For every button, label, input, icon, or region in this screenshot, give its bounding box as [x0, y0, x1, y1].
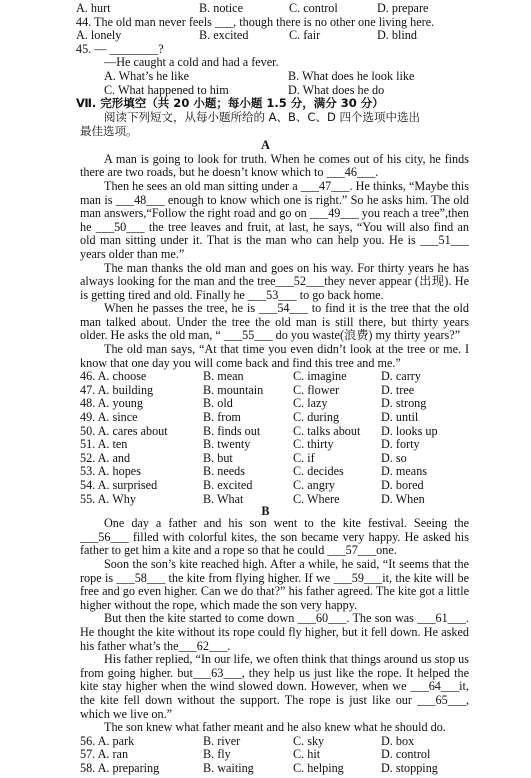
exam-page — [0, 2, 531, 775]
passage-paragraph: The man thanks the old man and goes on his way. For thirty years he has always looking for the man and the tree___52___they never appear (出现). He is getting tired and old. Finally he ___53___ to go back home. — [80, 260, 469, 302]
passage-paragraph: One day a father and his son went to the kite festival. Seeing the ___56___ filled with colorful kites, the son became very happy. He asked his father to get him a kite and a rope so that he could ___57___one. — [80, 516, 469, 558]
option: D. control — [381, 747, 431, 762]
options-row-44 — [0, 29, 531, 43]
option: D. blind — [377, 28, 417, 43]
option: D. forty — [381, 437, 420, 452]
question-44-stem: 44. The old man never feels ___, though there is no other one living here. — [76, 14, 435, 29]
options-row-45b — [0, 84, 531, 98]
option: C. during — [293, 410, 340, 425]
option: B. needs — [203, 464, 245, 479]
options-row — [80, 411, 531, 425]
option: B. What does he look like — [288, 68, 415, 83]
option: D. What does he do — [288, 82, 385, 97]
options-row — [80, 465, 531, 479]
options-row-45a — [0, 70, 531, 84]
options-row — [80, 748, 531, 762]
option: D. carry — [381, 369, 421, 384]
option: 47. A. building — [80, 382, 154, 397]
option: C. lazy — [293, 396, 328, 411]
option: D. prepare — [377, 1, 429, 15]
options-row — [80, 452, 531, 466]
option: D. means — [381, 464, 428, 479]
option: B. but — [203, 450, 233, 465]
option: D. box — [381, 733, 415, 748]
option: C. talks about — [293, 423, 361, 438]
question-45-reply: —He caught a cold and had a fever. — [104, 55, 279, 70]
options-row-43 — [0, 2, 531, 16]
option: A. lonely — [76, 28, 122, 43]
option: 52. A. and — [80, 450, 131, 465]
option: B. finds out — [203, 423, 261, 438]
options-row — [80, 384, 531, 398]
option: C. helping — [293, 760, 344, 775]
option: D. strong — [381, 396, 427, 411]
option: D. so — [381, 450, 407, 465]
option: C. Where — [293, 491, 340, 506]
option: D. When — [381, 491, 425, 506]
option: 58. A. preparing — [80, 760, 160, 775]
options-row — [80, 438, 531, 452]
option: A. hurt — [76, 1, 111, 15]
option: C. decides — [293, 464, 344, 479]
options-row — [80, 370, 531, 384]
option: C. angry — [293, 478, 335, 492]
options-row — [80, 425, 531, 439]
passage-a — [0, 153, 531, 371]
option: C. if — [293, 450, 315, 465]
passage-paragraph: Then he sees an old man sitting under a ___47___. He thinks, “Maybe this man is ___48___ enough to know which one is right.” So he asks him. The old man answers,“Follow the right road and go on ___49___ you reach a tree”,then he ___50___ the tree leaves and fruit, at last, he says, “You will also find an old man sitting under it. That is the man who can help you. He is ___51___ years older than me.” — [80, 178, 469, 261]
option: B. excited — [199, 28, 249, 43]
option: 56. A. park — [80, 733, 135, 748]
option: 55. A. Why — [80, 491, 136, 506]
option: B. excited — [203, 478, 253, 492]
option: C. imagine — [293, 369, 347, 384]
option: B. mean — [203, 369, 244, 384]
option: B. river — [203, 733, 241, 748]
option: C. thirty — [293, 437, 334, 452]
passage-paragraph: When he passes the tree, he is ___54___ to find it is the tree that the old man talked about. Under the tree the old man is still there, but thirty years older. He asks the old man, “ ___55___ do you waste(浪费) my thirty years?” — [80, 301, 469, 343]
options-row — [80, 479, 531, 493]
option: 53. A. hopes — [80, 464, 141, 479]
option: C. hit — [293, 747, 321, 762]
option: 54. A. surprised — [80, 478, 158, 492]
option: D. tree — [381, 382, 415, 397]
section-instruction: 最佳选项。 — [80, 124, 138, 139]
passage-b-options — [0, 735, 531, 776]
passage-paragraph: His father replied, “In our life, we often think that things around us stop us from going higher. but___63___, they help us just like the rope. It helped the kite stay higher when the wind slowed down. However, when we ___64___it, the kite fell down without the support. The rope is just like our ___65___, which we live on.” — [80, 652, 469, 721]
option: 46. A. choose — [80, 369, 147, 384]
options-row — [80, 762, 531, 776]
passage-paragraph: A man is going to look for truth. When he comes out of his city, he finds there are two roads, but he doesn’t know which to ___46___. — [80, 151, 469, 180]
option: C. fair — [289, 28, 321, 43]
passage-paragraph: Soon the son’s kite reached high. After a while, he said, “It seems that the rope is ___58___ the kite from flying higher. If we ___59___it, the kite will be free and go even higher. Can we do that?” his father agreed. The kite got a little higher without the rope, which made the son very happy. — [80, 556, 469, 612]
section-title: Ⅶ. 完形填空（共 20 小题；每小题 1.5 分，满分 30 分） — [76, 96, 384, 111]
passage-paragraph: But then the kite started to come down ___60___. The son was ___61___. He thought the kite without its rope could fly higher, but it fell down. He asked his father what’s the___62___. — [80, 611, 469, 653]
passage-a-heading: A — [261, 138, 270, 153]
option: B. What — [203, 491, 244, 506]
option: 48. A. young — [80, 396, 143, 411]
option: D. looks up — [381, 423, 438, 438]
option: D. until — [381, 410, 419, 425]
section-instruction: 阅读下列短文，从每小题所给的 A、B、C、D 四个选项中选出 — [104, 110, 420, 125]
option: B. fly — [203, 747, 231, 762]
option: B. old — [203, 396, 233, 411]
option: C. sky — [293, 733, 325, 748]
options-row — [80, 397, 531, 411]
options-row — [80, 493, 531, 507]
option: D. bored — [381, 478, 424, 492]
passage-b — [0, 517, 531, 735]
passage-a-options — [0, 370, 531, 506]
option: B. mountain — [203, 382, 264, 397]
option: 51. A. ten — [80, 437, 128, 452]
option: 57. A. ran — [80, 747, 129, 762]
question-45-stem: 45. — ________? — [76, 41, 164, 56]
passage-b-heading: B — [261, 504, 270, 519]
option: A. What’s he like — [104, 68, 190, 83]
passage-paragraph: The old man says, “At that time you even didn’t look at the tree or me. I know that one day you will come back and find this tree and me.” — [80, 342, 469, 370]
option: B. from — [203, 410, 241, 425]
option: 50. A. cares about — [80, 423, 168, 438]
options-row — [80, 735, 531, 749]
passage-paragraph: The son knew what father meant and he also knew what he should do. — [104, 720, 446, 735]
option: D. stopping — [381, 760, 438, 775]
option: C. control — [289, 1, 338, 15]
option: B. twenty — [203, 437, 251, 452]
option: B. notice — [199, 1, 244, 15]
option: B. waiting — [203, 760, 254, 775]
option: C. flower — [293, 382, 340, 397]
option: C. What happened to him — [104, 82, 229, 97]
option: 49. A. since — [80, 410, 138, 425]
